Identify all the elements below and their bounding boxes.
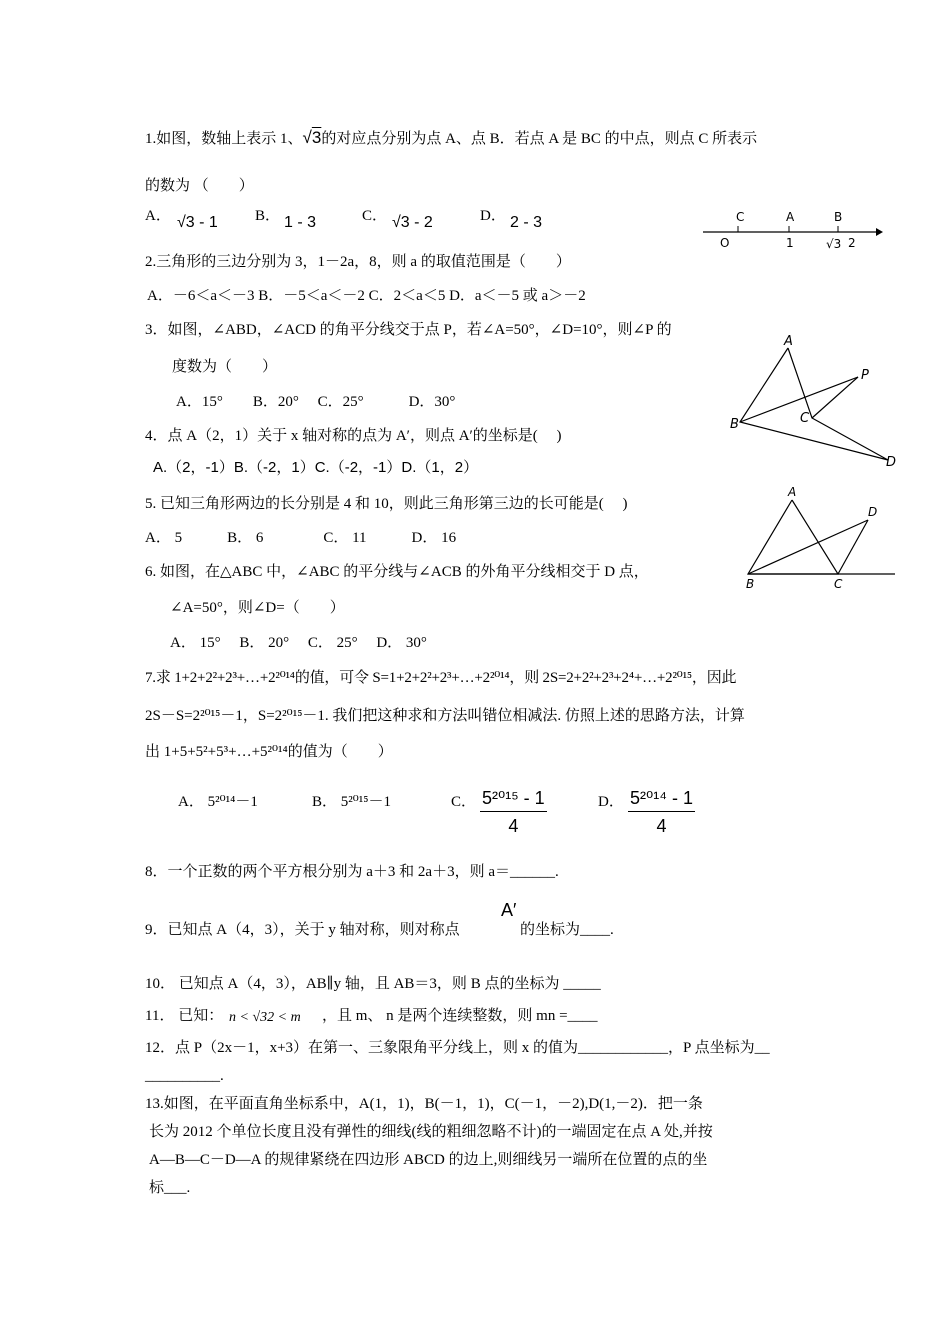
q1-opt-b: 1 - 3 [284, 214, 317, 231]
q3-fig-label-b: B [730, 417, 739, 432]
q7-opt-c-label: C． [451, 794, 477, 810]
q11-inequality: n < √32 < m [229, 1010, 301, 1025]
q1-fig-label-b: B [834, 210, 843, 224]
q1-fig-label-sqrt3: √3 [826, 237, 842, 251]
q7-opt-c-fraction [480, 788, 547, 837]
q6-fig-label-a: A [788, 485, 797, 499]
q1-line1-b: 的对应点分别为点 A、点 B．若点 A 是 BC 的中点，则点 C 所表示 [321, 131, 758, 147]
q1-opt-c: √3 - 2 [392, 214, 433, 231]
q3-line2: 度数为（ ） [172, 359, 278, 375]
q5-options: A． 5 B． 6 C． 11 D． 16 [145, 530, 457, 546]
q1-line1-a: 1.如图，数轴上表示 1、 [145, 131, 303, 147]
q1-fig-label-a: A [786, 210, 795, 224]
q10-line1: 10． 已知点 A（4，3），AB∥y 轴，且 AB＝3，则 B 点的坐标为 _____ [145, 976, 601, 992]
q7-opt-d-denominator: 4 [656, 816, 667, 836]
q2-line1: 2.三角形的三边分别为 3，1－2a，8，则 a 的取值范围是（ ） [145, 254, 571, 270]
q11-line1-b: ，且 m、 n 是两个连续整数，则 mn =____ [322, 1008, 598, 1024]
q6-line2: ∠A=50°，则∠D=（ ） [170, 600, 345, 616]
q1-sqrt3: √3 [302, 128, 322, 147]
q7-line2: 2S－S=2²⁰¹⁵－1，S=2²⁰¹⁵－1. 我们把这种求和方法叫错位相减法. 仿照上述的思路方法，计算 [145, 708, 745, 724]
q6-options: A． 15° B． 20° C． 25° D． 30° [170, 635, 427, 651]
q11-line1-a: 11． 已知： [145, 1008, 224, 1024]
q2-options: A．－6＜a＜－3 B．－5＜a＜－2 C．2＜a＜5 D．a＜－5 或 a＞－2 [147, 288, 586, 304]
q6-line1: 6. 如图，在△ABC 中，∠ABC 的平分线与∠ACB 的外角平分线相交于 D 点， [145, 564, 649, 580]
q1-fig-label-1: 1 [786, 236, 794, 250]
q13-line2: 长为 2012 个单位长度且没有弹性的细线(线的粗细忽略不计)的一端固定在点 A 处,并按 [149, 1124, 713, 1140]
q4-line1: 4．点 A（2，1）关于 x 轴对称的点为 A′，则点 A′的坐标是( ) [145, 428, 562, 444]
q1-opt-d-label: D． [480, 208, 506, 224]
q3-fig-label-p: P [861, 368, 869, 383]
q3-fig-label-a: A [784, 334, 793, 349]
q4-options: A.（2，-1）B.（-2，1）C.（-2，-1）D.（1，2） [153, 459, 479, 476]
q3-line1: 3．如图，∠ABD，∠ACD 的角平分线交于点 P，若∠A=50°，∠D=10°，则∠P 的 [145, 322, 672, 338]
q1-opt-b-label: B． [255, 208, 281, 224]
q1-line2: 的数为 （ ） [145, 178, 254, 194]
q9-line1-b: 的坐标为____. [520, 922, 614, 938]
q13-line3: A—B—C－D—A 的规律紧绕在四边形 ABCD 的边上,则细线另一端所在位置的点的坐 [149, 1152, 708, 1168]
q3-options: A．15° B．20° C．25° D．30° [176, 394, 456, 410]
q3-triangle-figure [728, 330, 908, 470]
q1-fig-label-c: C [736, 210, 745, 224]
q7-opt-d-label: D． [598, 794, 624, 810]
q6-fig-label-c: C [834, 577, 843, 591]
q6-fig-label-b: B [746, 577, 755, 591]
q9-line1-a: 9．已知点 A（4，3），关于 y 轴对称，则对称点 [145, 922, 460, 938]
q7-opt-c-numerator: 5²⁰¹⁵ - 1 [480, 788, 547, 812]
q1-fig-label-2: 2 [848, 236, 856, 250]
q6-fig-label-d: D [868, 505, 878, 519]
q9-symbol: A′ [501, 900, 517, 920]
q7-opt-b: B． 5²⁰¹⁵－1 [312, 794, 391, 810]
q1-opt-d: 2 - 3 [510, 214, 543, 231]
q6-triangle-figure [740, 484, 900, 596]
q1-opt-c-label: C． [362, 208, 388, 224]
q8-line1: 8．一个正数的两个平方根分别为 a＋3 和 2a＋3，则 a＝______. [145, 864, 559, 880]
q1-fig-label-o: O [720, 236, 730, 250]
q7-opt-c-denominator: 4 [508, 816, 519, 836]
q7-line3: 出 1+5+5²+5³+…+5²⁰¹⁴的值为（ ） [145, 744, 393, 760]
q3-fig-label-d: D [886, 455, 897, 470]
q1-line1 [145, 128, 757, 149]
q3-fig-label-c: C [800, 411, 810, 426]
q1-number-line-figure [698, 200, 883, 260]
q13-line1: 13.如图，在平面直角坐标系中，A(1，1)，B(－1，1)，C(－1，－2),D(1,－2)．把一条 [145, 1096, 703, 1112]
q7-opt-a: A． 5²⁰¹⁴－1 [178, 794, 258, 810]
q7-opt-d-numerator: 5²⁰¹⁴ - 1 [628, 788, 695, 812]
q5-line1: 5. 已知三角形两边的长分别是 4 和 10，则此三角形第三边的长可能是( ) [145, 496, 628, 512]
q12-line1: 12．点 P（2x－1，x+3）在第一、三象限角平分线上，则 x 的值为____________，P 点坐标为__ [145, 1040, 770, 1056]
q12-line2: __________. [145, 1068, 224, 1084]
q7-line1: 7.求 1+2+2²+2³+…+2²⁰¹⁴的值，可令 S=1+2+2²+2³+…+2²⁰¹⁴，则 2S=2+2²+2³+2⁴+…+2²⁰¹⁵，因此 [145, 670, 737, 686]
q7-opt-d-fraction [628, 788, 695, 837]
q1-opt-a: √3 - 1 [177, 214, 218, 231]
q13-line4: 标___. [149, 1180, 191, 1196]
q1-opt-a-label: A． [145, 208, 171, 224]
